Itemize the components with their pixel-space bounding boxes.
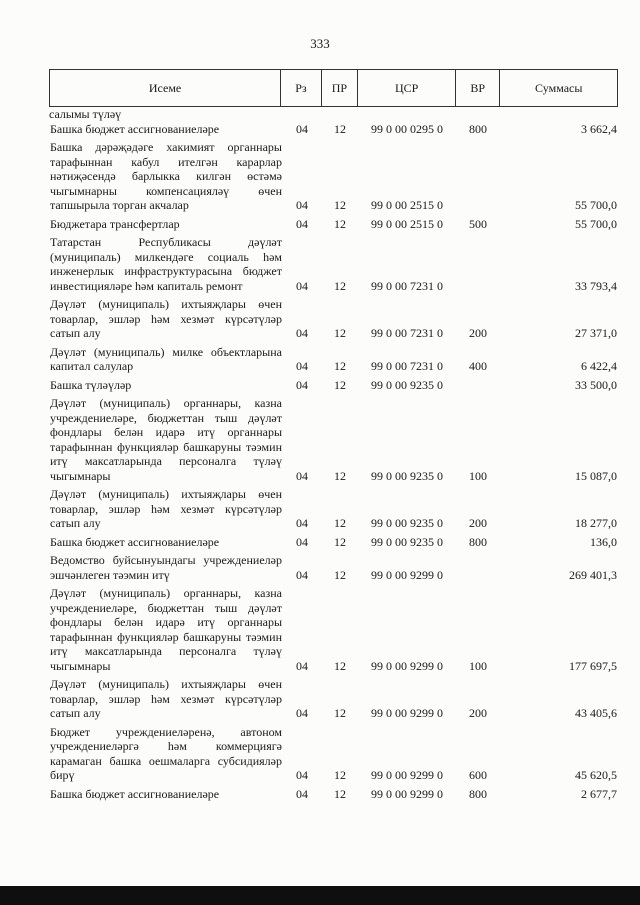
cell-pr: 12 [334,768,346,782]
header-pr: ПР [322,70,359,106]
cell-name [49,586,282,673]
cell-csr: 99 0 00 2515 0 [371,198,443,212]
cell-pr: 12 [334,567,346,582]
table-row [49,487,618,531]
cell-vr: 200 [469,326,487,340]
cell-name [49,217,282,232]
cell-name [49,725,282,783]
table-row [49,122,618,137]
cell-rz: 04 [296,516,308,530]
header-vr: ВР [456,70,500,106]
cell-csr: 99 0 00 9235 0 [371,468,443,483]
cell-rz: 04 [296,468,308,483]
cell-pr: 12 [334,706,346,720]
cell-vr: 600 [469,768,487,782]
table-row [49,378,618,393]
cell-csr: 99 0 00 9299 0 [371,567,443,582]
cell-sum: 45 620,5 [575,768,617,782]
cell-name [49,122,282,137]
cell-csr: 99 0 00 2515 0 [371,216,443,231]
cell-vr: 200 [469,516,487,530]
cell-name [49,535,282,550]
cell-name [49,345,282,374]
cell-name [49,787,282,802]
scan-edge [0,886,640,905]
cell-pr: 12 [334,278,346,293]
cell-rz: 04 [296,534,308,549]
cell-name [49,378,282,393]
cell-csr: 99 0 00 9235 0 [371,516,443,530]
row-label: Башка бюджет ассигнованиеләре [50,534,220,549]
cell-sum: 2 677,7 [581,786,617,801]
cell-pr: 12 [334,468,346,483]
cell-rz: 04 [296,786,308,801]
table-row [49,140,618,213]
row-label: Башка түләүләр [50,377,132,392]
cell-sum: 33 500,0 [575,377,617,392]
cell-pr: 12 [334,658,346,673]
table-row [49,553,618,582]
row-label: Татарстан Республикасы дәүләт (муниципаль) милкендәге социаль һәм инженерлык инфраструктурасына бюджет инвестицияләре һәм капиталь ремонт [50,235,282,293]
cell-rz: 04 [296,121,308,136]
cell-csr: 99 0 00 9299 0 [371,658,443,673]
cell-vr: 800 [469,121,487,136]
table-row [49,217,618,232]
cell-rz: 04 [296,377,308,392]
cell-sum: 18 277,0 [575,516,617,530]
table-row [49,396,618,483]
cell-rz: 04 [296,768,308,782]
cell-rz: 04 [296,567,308,582]
table-row [49,725,618,783]
cell-name [49,235,282,293]
cell-pr: 12 [334,198,346,212]
row-label: Дәүләт (муниципаль) ихтыяҗлары өчен товарлар, эшләр һәм хезмәт күрсәтүләр сатып алу [50,677,282,720]
table-row [49,297,618,341]
cell-pr: 12 [334,359,346,373]
page-number: 333 [310,36,330,51]
cell-sum: 33 793,4 [575,278,617,293]
cell-csr: 99 0 00 7231 0 [371,278,443,293]
cell-csr: 99 0 00 9235 0 [371,377,443,392]
cell-sum: 6 422,4 [581,359,617,373]
cell-csr: 99 0 00 9299 0 [371,768,443,782]
cell-name [49,487,282,531]
cell-vr: 800 [469,786,487,801]
cell-name [49,553,282,582]
cell-rz: 04 [296,658,308,673]
cell-name [49,396,282,483]
table-row [49,787,618,802]
row-label: Дәүләт (муниципаль) ихтыяҗлары өчен товарлар, эшләр һәм хезмәт күрсәтүләр сатып алу [50,297,282,340]
row-label: Дәүләт (муниципаль) органнары, казна учреждениеләре, бюджеттан тыш дәүләт фондлары белән идарә итү органнары тарафыннан функцияләр башкаруны тәэмин итү максатларында персоналга түләү чыгымнары [50,396,282,483]
cell-rz: 04 [296,278,308,293]
cell-vr: 100 [469,658,487,673]
cell-rz: 04 [296,706,308,720]
cell-sum: 55 700,0 [575,198,617,212]
cell-pr: 12 [334,216,346,231]
cell-pr: 12 [334,121,346,136]
cell-csr: 99 0 00 7231 0 [371,359,443,373]
cell-csr: 99 0 00 9299 0 [371,786,443,801]
cell-rz: 04 [296,216,308,231]
cell-rz: 04 [296,326,308,340]
cell-pr: 12 [334,326,346,340]
cell-pr: 12 [334,534,346,549]
cell-sum: 136,0 [590,534,617,549]
cell-vr: 400 [469,359,487,373]
row-label: Бюджетара трансфертлар [50,216,180,231]
cell-sum: 43 405,6 [575,706,617,720]
cell-csr: 99 0 00 9299 0 [371,706,443,720]
row-label: Бюджет учреждениеләренә, автоном учреждениеләргә һәм коммерциягә карамаган башка оешмаларга субсидияләр бирү [50,724,282,782]
row-label: Дәүләт (муниципаль) органнары, казна учреждениеләре, бюджеттан тыш дәүләт фондлары белән идарә итү органнары тарафыннан функцияләр башкаруны тәэмин итү максатларында персоналга түләү чыгымнары [50,586,282,673]
budget-table [49,69,618,801]
table-body [49,107,618,801]
table-row [49,535,618,550]
table-row [49,586,618,673]
cell-pr: 12 [334,786,346,801]
cell-vr: 500 [469,216,487,231]
cell-vr: 800 [469,534,487,549]
row-label: Башка бюджет ассигнованиеләре [50,121,220,136]
cell-vr: 100 [469,468,487,483]
cell-sum: 27 371,0 [575,326,617,340]
cell-rz: 04 [296,198,308,212]
row-label: Башка дәрәҗәдәге хакимият органнары тарафыннан кабул ителгән карарлар нәтиҗәсендә барлыкка килгән өстәмә чыгымнарны компенсацияләү өчен тапшырыла торган акчалар [50,140,282,212]
table-row [49,677,618,721]
cell-name [49,297,282,341]
row-label: Башка бюджет ассигнованиеләре [50,786,220,801]
table-row [49,345,618,374]
cell-pr: 12 [334,377,346,392]
cell-csr: 99 0 00 0295 0 [371,121,443,136]
cell-sum: 15 087,0 [575,468,617,483]
row-label: Ведомство буйсынуындагы учреждениеләр эшчәнлеген тәэмин итү [50,553,282,582]
cell-pr: 12 [334,516,346,530]
cell-csr: 99 0 00 7231 0 [371,326,443,340]
cell-sum: 55 700,0 [575,216,617,231]
cell-rz: 04 [296,359,308,373]
cell-sum: 3 662,4 [581,121,617,136]
cell-name [49,140,282,213]
continuation-text: салымы түләү [49,107,122,121]
row-label: Дәүләт (муниципаль) ихтыяҗлары өчен товарлар, эшләр һәм хезмәт күрсәтүләр сатып алу [50,487,282,530]
header-name: Исеме [50,70,281,106]
table-header [49,69,618,107]
row-label: Дәүләт (муниципаль) милке объектларына капитал салулар [50,344,282,373]
cell-sum: 269 401,3 [569,567,617,582]
header-csr: ЦСР [358,70,456,106]
cell-vr: 200 [469,706,487,720]
cell-sum: 177 697,5 [569,658,617,673]
header-sum: Суммасы [500,70,618,106]
header-rz: Рз [281,70,322,106]
table-row [49,235,618,293]
cell-csr: 99 0 00 9235 0 [371,534,443,549]
cell-name [49,677,282,721]
